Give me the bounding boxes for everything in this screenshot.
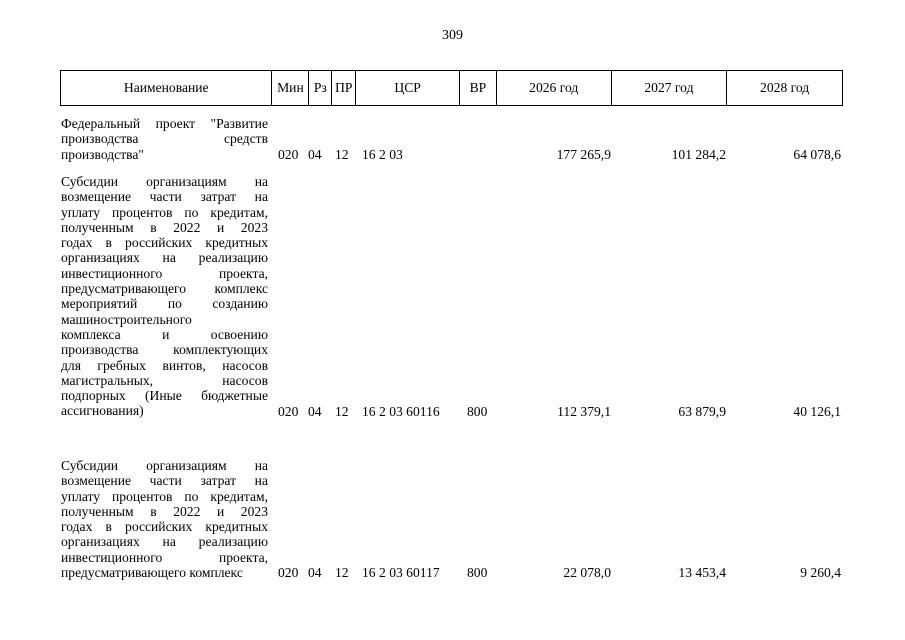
table-row [0, 458, 905, 580]
row-name-line: организациях на реализацию [61, 250, 268, 266]
row-name-line: возмещение части затрат на [61, 473, 268, 489]
header-2027: 2027 год [612, 71, 728, 105]
row-name-line: Субсидии организациям на [61, 174, 268, 189]
row-name-line: магистральных, насосов [61, 372, 268, 388]
cell-vr: 800 [467, 403, 488, 419]
header-min: Мин [272, 71, 309, 105]
row-name-line: подпорных (Иные бюджетные [61, 388, 268, 404]
row-name-line: ассигнования) [61, 403, 144, 419]
cell-y2027: 101 284,2 [671, 146, 726, 162]
header-pr: ПР [332, 71, 356, 105]
cell-pr: 12 [335, 146, 349, 162]
cell-y2028: 64 078,6 [793, 146, 841, 162]
row-name-line: годах в российских кредитных [61, 519, 268, 535]
cell-y2027: 13 453,4 [678, 565, 726, 581]
row-name-line: предусматривающего комплекс [61, 281, 268, 297]
cell-y2026: 177 265,9 [556, 146, 611, 162]
page-number: 309 [442, 28, 463, 43]
cell-rz: 04 [308, 403, 322, 419]
cell-y2028: 9 260,4 [800, 565, 841, 581]
cell-csr: 16 2 03 60116 [362, 403, 440, 419]
row-name-line: возмещение части затрат на [61, 189, 268, 205]
header-csr: ЦСР [356, 71, 460, 105]
row-name-line: Субсидии организациям на [61, 458, 268, 473]
row-name-line: инвестиционного проекта, [61, 549, 268, 565]
cell-min: 020 [278, 146, 299, 162]
cell-pr: 12 [335, 403, 349, 419]
cell-min: 020 [278, 565, 299, 581]
row-name-line: производства средств [61, 131, 268, 147]
row-name [61, 174, 268, 419]
header-2026: 2026 год [497, 71, 612, 105]
header-vr: ВР [460, 71, 497, 105]
cell-vr: 800 [467, 565, 488, 581]
header-2028: 2028 год [760, 80, 810, 95]
row-name-line: производства" [61, 146, 144, 162]
row-name-line: уплату процентов по кредитам, [61, 488, 268, 504]
cell-csr: 16 2 03 60117 [362, 565, 440, 581]
row-name-line: полученным в 2022 и 2023 [61, 219, 268, 235]
row-name-line: инвестиционного проекта, [61, 265, 268, 281]
row-name-line: годах в российских кредитных [61, 235, 268, 251]
row-name-line: комплекса и освоению [61, 326, 268, 342]
cell-y2026: 112 379,1 [557, 403, 611, 419]
cell-y2026: 22 078,0 [563, 565, 611, 581]
cell-y2028: 40 126,1 [793, 403, 841, 419]
row-name-line: производства комплектующих [61, 342, 268, 358]
row-name-line: Федеральный проект "Развитие [61, 116, 268, 131]
row-name-line: уплату процентов по кредитам, [61, 204, 268, 220]
cell-pr: 12 [335, 565, 349, 581]
cell-min: 020 [278, 403, 299, 419]
cell-rz: 04 [308, 146, 322, 162]
table-header [60, 70, 843, 106]
row-name-line: предусматривающего комплекс [61, 565, 243, 581]
header-rz: Рз [309, 71, 332, 105]
row-name-line: мероприятий по созданию [61, 296, 268, 312]
table-row [0, 116, 905, 162]
row-name-line: для гребных винтов, насосов [61, 357, 268, 373]
cell-csr: 16 2 03 [362, 146, 403, 162]
table-row [0, 174, 905, 419]
row-name-line: полученным в 2022 и 2023 [61, 503, 268, 519]
row-name [61, 116, 268, 162]
cell-rz: 04 [308, 565, 322, 581]
header-name: Наименование [61, 71, 272, 105]
row-name-line: организациях на реализацию [61, 534, 268, 550]
row-name-line: машиностроительного [61, 311, 192, 327]
cell-y2027: 63 879,9 [678, 403, 726, 419]
row-name [61, 458, 268, 580]
